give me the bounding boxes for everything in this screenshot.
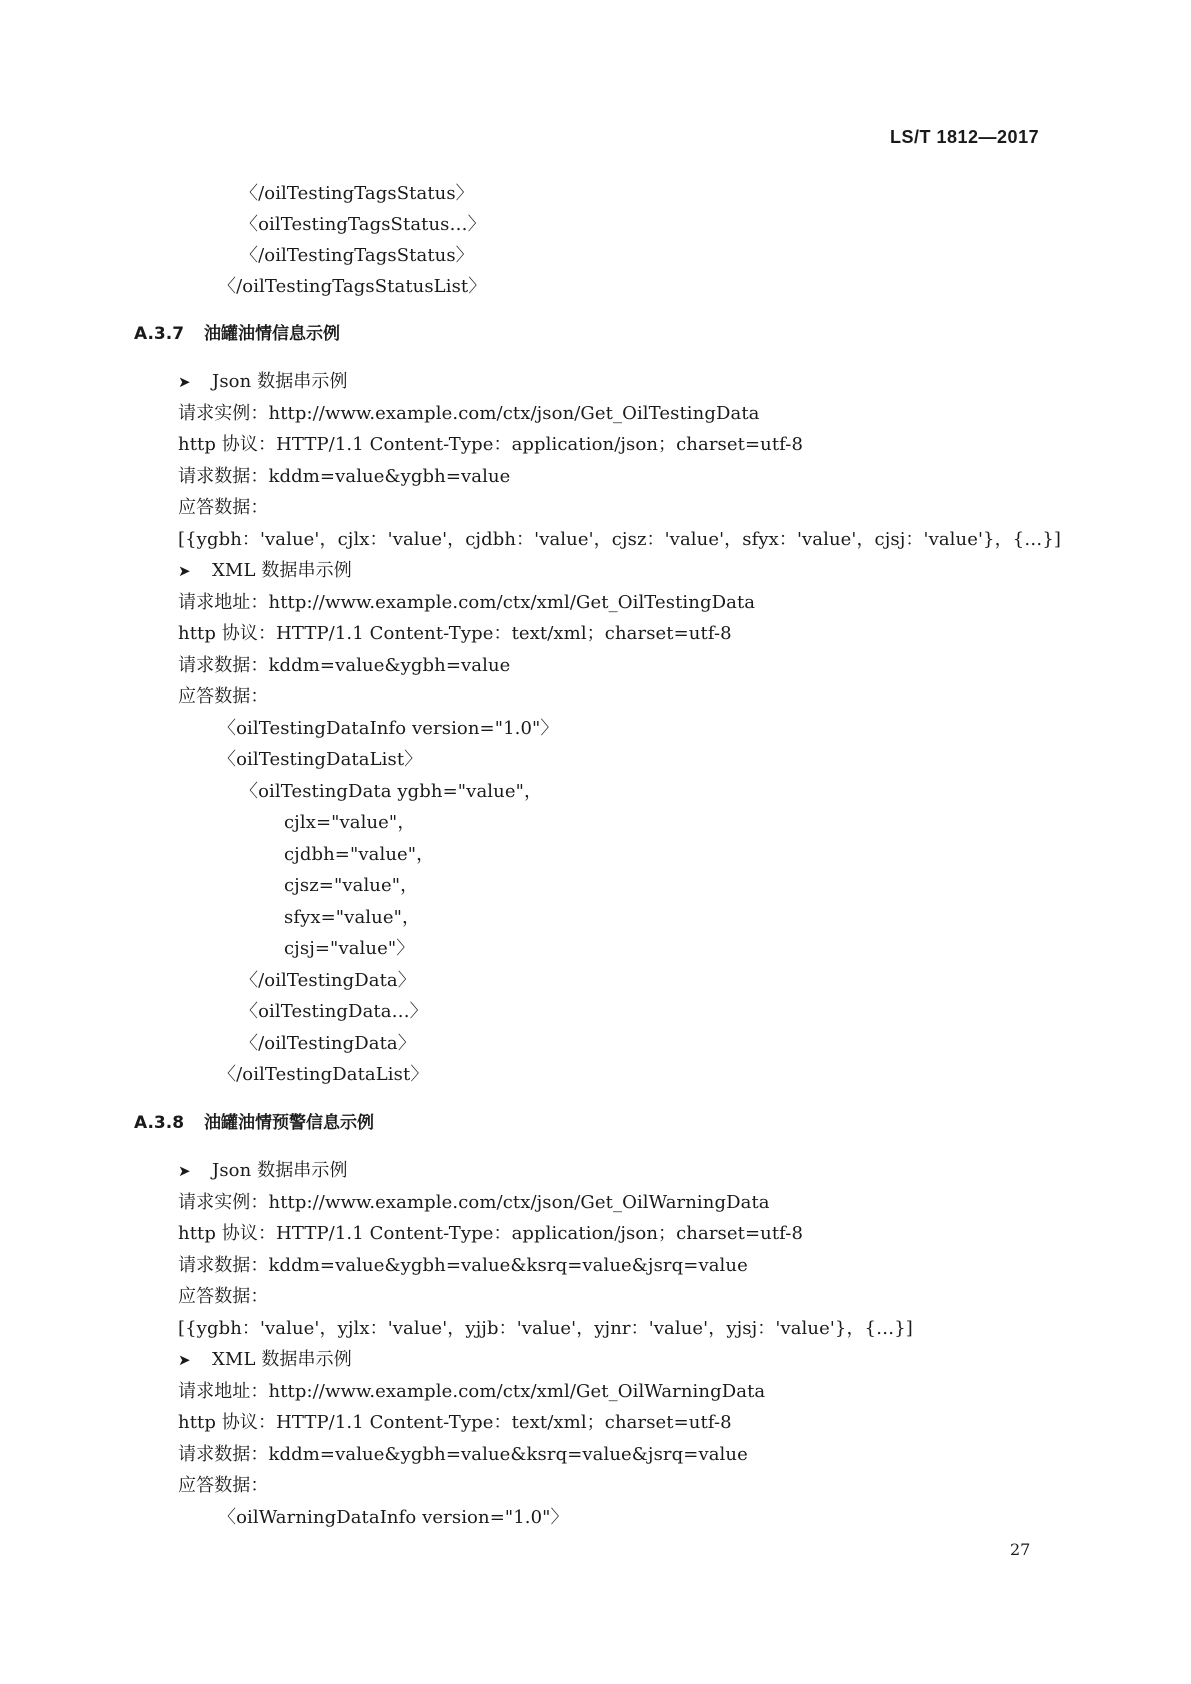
request-url-line: 请求地址：http://www.example.com/ctx/xml/Get_OilTestingData <box>178 592 756 613</box>
section-heading-a37 <box>134 322 340 346</box>
bullet-label: Json 数据串示例 <box>212 1160 348 1181</box>
http-protocol-line: http 协议：HTTP/1.1 Content-Type：application/json；charset=utf-8 <box>178 1223 804 1244</box>
arrow-bullet-icon: ➤ <box>178 373 191 391</box>
xml-line: 〈/oilTestingData〉 <box>240 1033 416 1054</box>
response-data-label: 应答数据： <box>178 1286 269 1307</box>
http-protocol-line: http 协议：HTTP/1.1 Content-Type：text/xml；charset=utf-8 <box>178 1412 732 1433</box>
xml-line: 〈oilWarningDataInfo version="1.0"〉 <box>218 1507 569 1528</box>
xml-line: 〈oilTestingTagsStatus…〉 <box>240 214 486 235</box>
response-data-label: 应答数据： <box>178 497 269 518</box>
xml-line: sfyx="value"， <box>284 907 421 928</box>
bullet-label: XML 数据串示例 <box>212 560 352 581</box>
section-number: A.3.7 <box>134 324 185 344</box>
section-number: A.3.8 <box>134 1113 185 1133</box>
request-data-line: 请求数据：kddm=value&ygbh=value <box>178 466 511 487</box>
request-url-line: 请求实例：http://www.example.com/ctx/json/Get_OilWarningData <box>178 1192 770 1213</box>
arrow-bullet-icon: ➤ <box>178 562 191 580</box>
xml-line: 〈/oilTestingData〉 <box>240 970 416 991</box>
page-number: 27 <box>1010 1540 1031 1559</box>
request-data-line: 请求数据：kddm=value&ygbh=value <box>178 655 511 676</box>
xml-line: 〈oilTestingDataList〉 <box>218 749 423 770</box>
json-example-bullet <box>178 1159 348 1183</box>
xml-line: cjlx="value"， <box>284 812 416 833</box>
http-protocol-line: http 协议：HTTP/1.1 Content-Type：text/xml；charset=utf-8 <box>178 623 732 644</box>
section-heading-a38 <box>134 1111 374 1135</box>
standard-code: LS/T 1812—2017 <box>890 127 1040 147</box>
xml-example-bullet <box>178 559 352 583</box>
xml-line: 〈/oilTestingTagsStatus〉 <box>240 183 474 204</box>
section-title: 油罐油情预警信息示例 <box>204 1113 374 1133</box>
xml-line: 〈oilTestingData ygbh="value"， <box>240 781 543 802</box>
request-data-line: 请求数据：kddm=value&ygbh=value&ksrq=value&jsrq=value <box>178 1255 748 1276</box>
request-url-line: 请求实例：http://www.example.com/ctx/json/Get_OilTestingData <box>178 403 760 424</box>
xml-example-bullet <box>178 1348 352 1372</box>
xml-line: cjdbh="value"， <box>284 844 435 865</box>
bullet-label: XML 数据串示例 <box>212 1349 352 1370</box>
xml-line: 〈oilTestingData…〉 <box>240 1001 428 1022</box>
response-data-label: 应答数据： <box>178 686 269 707</box>
section-title: 油罐油情信息示例 <box>204 324 340 344</box>
http-protocol-line: http 协议：HTTP/1.1 Content-Type：application/json；charset=utf-8 <box>178 434 804 455</box>
xml-line: 〈/oilTestingTagsStatusList〉 <box>218 276 487 297</box>
json-response-line: [{ygbh：'value'，cjlx：'value'，cjdbh：'value'，cjsz：'value'，sfyx：'value'，cjsj：'value'}，{…}] <box>178 529 1062 550</box>
json-example-bullet <box>178 370 348 394</box>
response-data-label: 应答数据： <box>178 1475 269 1496</box>
arrow-bullet-icon: ➤ <box>178 1351 191 1369</box>
arrow-bullet-icon: ➤ <box>178 1162 191 1180</box>
request-url-line: 请求地址：http://www.example.com/ctx/xml/Get_OilWarningData <box>178 1381 766 1402</box>
request-data-line: 请求数据：kddm=value&ygbh=value&ksrq=value&jsrq=value <box>178 1444 748 1465</box>
xml-line: 〈/oilTestingDataList〉 <box>218 1064 429 1085</box>
xml-line: cjsz="value"， <box>284 875 419 896</box>
xml-line: 〈oilTestingDataInfo version="1.0"〉 <box>218 718 559 739</box>
json-response-line: [{ygbh：'value'，yjlx：'value'，yjjb：'value'，yjnr：'value'，yjsj：'value'}，{…}] <box>178 1318 913 1339</box>
bullet-label: Json 数据串示例 <box>212 371 348 392</box>
xml-line: cjsj="value"〉 <box>284 938 415 959</box>
xml-line: 〈/oilTestingTagsStatus〉 <box>240 245 474 266</box>
